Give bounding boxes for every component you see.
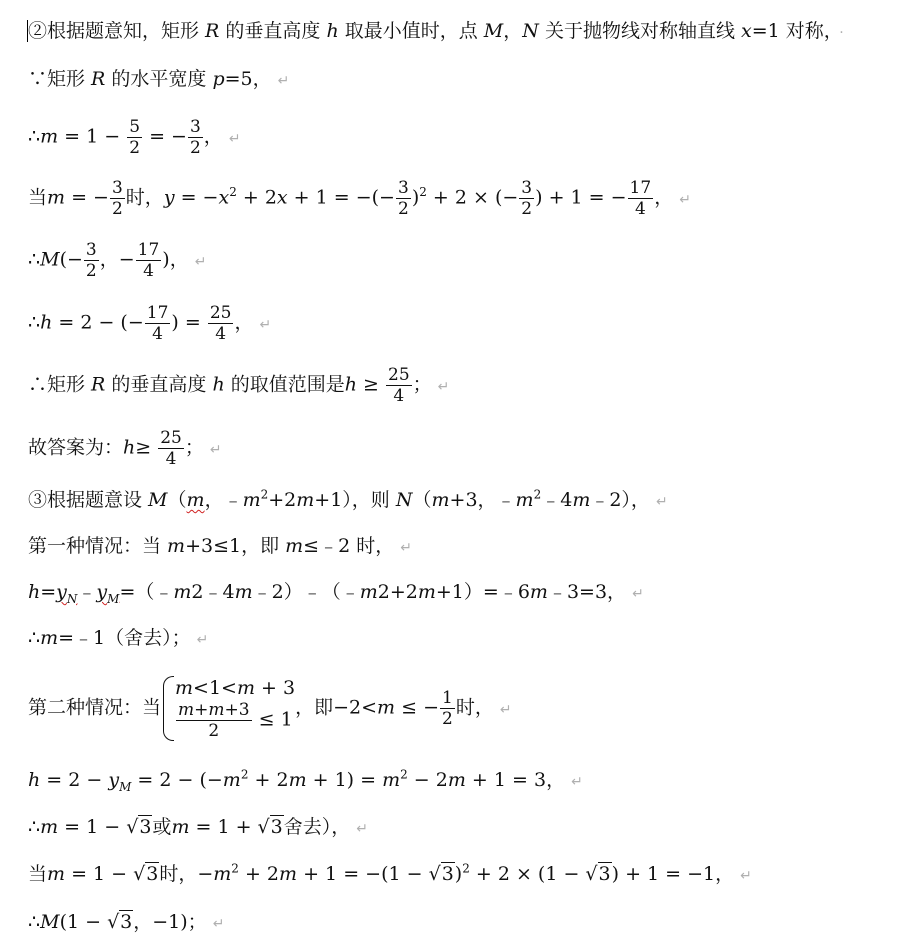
line-8: 故答案为：h≥ $\frac{25}{4}$ ； ↵: [28, 428, 222, 469]
line-9: ③根据题意设 M（m，$﹣m^2+2m+1$），则 N（m+3，$﹣m^2﹣4m﹣2$）， ↵: [28, 487, 668, 511]
line-11: $h=y_N﹣y_M=(﹣m2﹣4m﹣2)﹣(﹣m2+2m+1)=﹣6m﹣3=3$， ↵: [28, 581, 644, 606]
line-1: ②根据题意知，矩形 R 的垂直高度 h 取最小值时，点 M，N 关于抛物线对称轴直线 x=1 对称， ·: [28, 20, 844, 42]
line-12: ∴m=﹣1（舍去）； ↵: [28, 627, 209, 649]
line-4: 当m = − $\frac{3}{2}$ 时，$y = -x^2 + 2x + 1$ = −(− $\frac{3}{2}$ )$^2$ + 2 × (− $\frac{3}{2}$ ) + 1 = − $\frac{17}{4}$ ， ↵: [28, 178, 691, 219]
line-5: ∴M(− $\frac{3}{2}$ ，− $\frac{17}{4}$ )， ↵: [28, 240, 207, 281]
line-13: 第二种情况：当 m<1<m + 3 $\frac{m+m+3}{2}$ ≤ 1 ，即−2<m ≤ − $\frac{1}{2}$ 时， ↵: [28, 677, 512, 741]
line-2: ∵矩形 R 的水平宽度 p=5， ↵: [28, 68, 290, 90]
line-6: ∴h = 2 − (− $\frac{17}{4}$ ) = $\frac{25}{4}$ ， ↵: [28, 303, 272, 344]
line-14: $h = 2 - y_M = 2 - (-m^2 + 2m + 1) = m^2 - 2m + 1 = 3$， ↵: [28, 767, 583, 794]
line-10: 第一种情况：当 m+3≤1，即 m≤﹣2 时， ↵: [28, 535, 412, 557]
inequality-system: m<1<m + 3 $\frac{m+m+3}{2}$ ≤ 1: [163, 676, 295, 741]
line-7: ∴矩形 R 的垂直高度 h 的取值范围是h ≥ $\frac{25}{4}$ ； ↵: [28, 365, 450, 406]
line-16: 当m = 1 − √3时，$-m^2 + 2m + 1 = -(1 - √3)^2 + 2 \times (1 - √3) + 1 = -1$， ↵: [28, 861, 752, 885]
line-3: ∴m = 1 − $\frac{5}{2}$ = − $\frac{3}{2}$ ， ↵: [28, 117, 241, 158]
line-17: ∴M(1 − √3，−1)； ↵: [28, 911, 225, 933]
line-15: ∴m = 1 − √3或m = 1 + √3舍去）， ↵: [28, 816, 369, 838]
paragraph-mark: ↵: [277, 73, 290, 89]
